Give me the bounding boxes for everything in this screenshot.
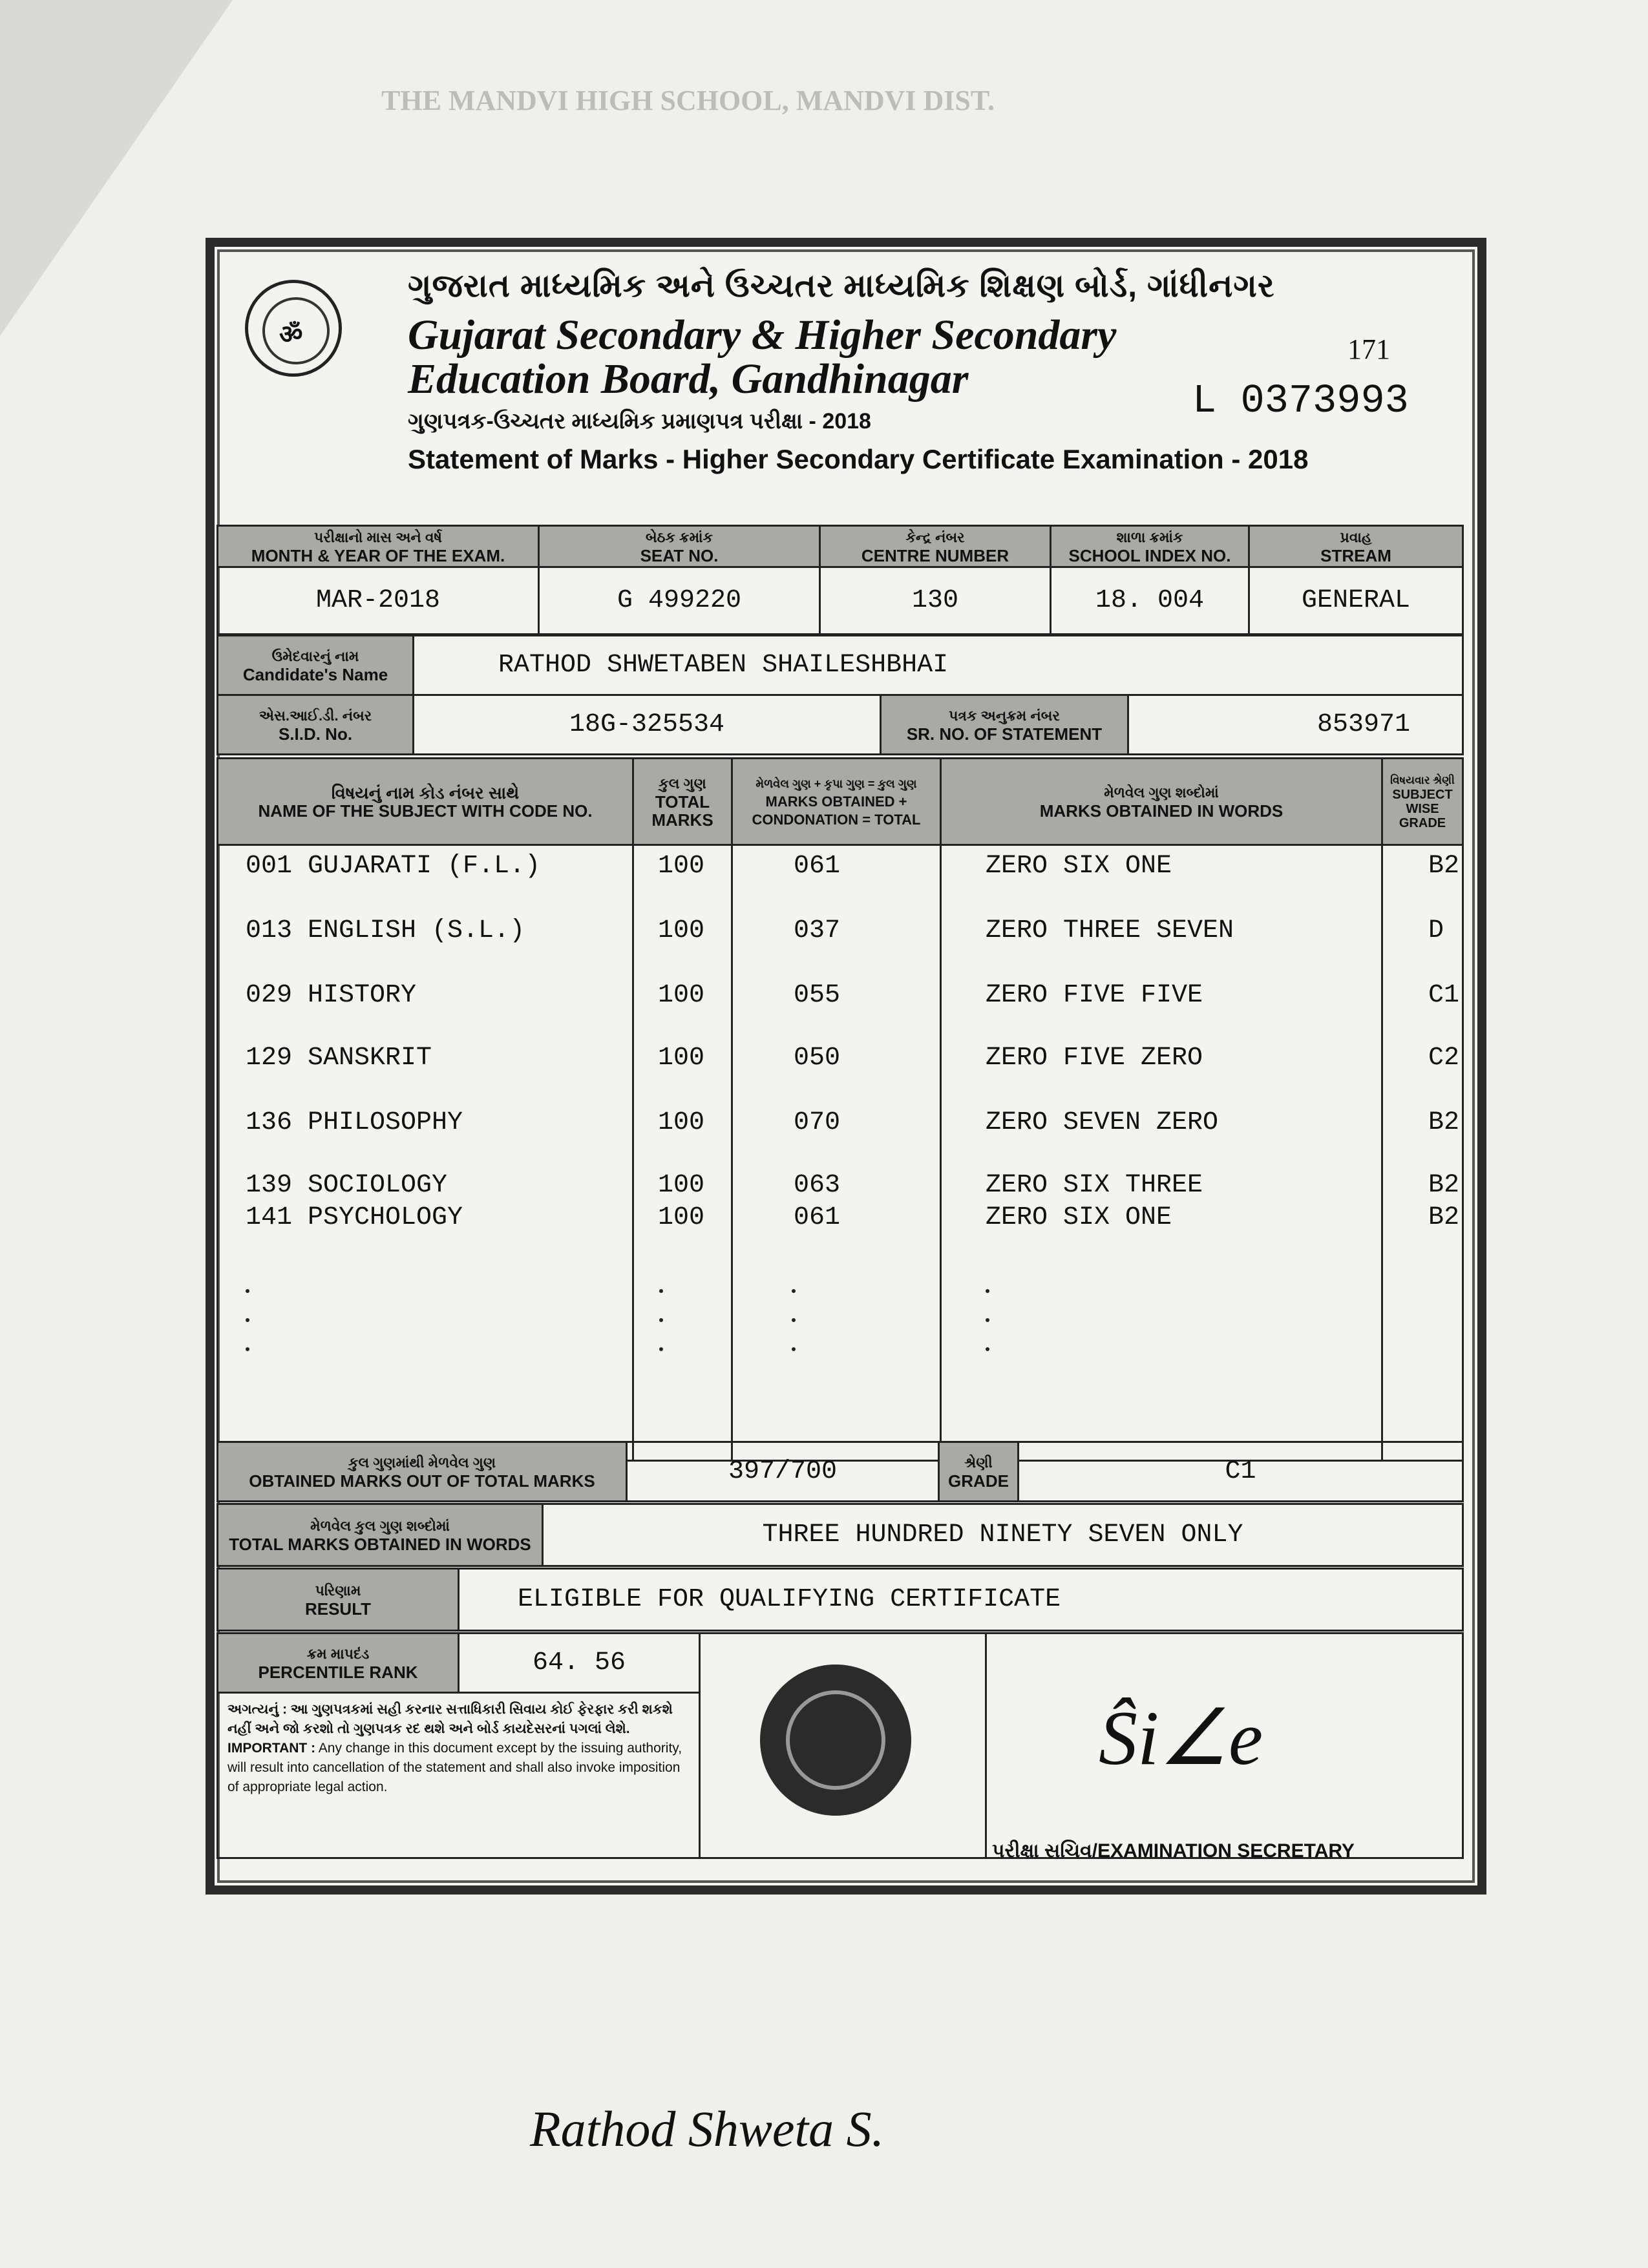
subject-total-marks: 100 <box>658 981 705 1010</box>
srno-label-gj: પત્રક અનુક્રમ નંબર <box>949 707 1060 724</box>
marksheet-header <box>223 255 1464 520</box>
result-label-gj: પરિણામ <box>315 1582 361 1599</box>
subject-marks-in-words: ZERO FIVE FIVE <box>986 981 1203 1010</box>
school-label <box>1051 526 1249 567</box>
subject-total-marks: 100 <box>658 916 705 945</box>
total-words-value: THREE HUNDRED NINETY SEVEN ONLY <box>543 1504 1463 1566</box>
col-total-gj: કુલ ગુણ <box>659 775 706 792</box>
col-grade-gj: વિષયવાર શ્રેણી <box>1390 773 1455 786</box>
serial-prefix: L <box>1192 378 1217 424</box>
school-value: 18. 004 <box>1051 567 1249 635</box>
stream-label-en: STREAM <box>1320 545 1391 565</box>
filler-dot <box>659 1318 663 1322</box>
grade-value: C1 <box>1019 1442 1463 1502</box>
candidate-name-label-gj: ઉમેદવારનું નામ <box>271 647 359 664</box>
subject-grade: B2 <box>1428 1108 1460 1137</box>
total-words-label-gj: મેળવેલ કુલ ગુણ શબ્દોમાં <box>310 1517 450 1534</box>
board-title-gujarati: ગુજરાત માધ્યમિક અને ઉચ્ચતર માધ્યમિક શિક્ષણ બોર્ડ, ગાંધીનગર <box>408 268 1275 304</box>
obtained-total-label-en: OBTAINED MARKS OUT OF TOTAL MARKS <box>249 1471 595 1491</box>
seat-value: G 499220 <box>539 567 820 635</box>
sid-label-en: S.I.D. No. <box>278 724 353 744</box>
subject-name: 141 PSYCHOLOGY <box>246 1203 463 1232</box>
subject-name: 001 GUJARATI (F.L.) <box>246 852 541 881</box>
filler-dot <box>792 1347 796 1351</box>
candidate-name-value: RATHOD SHWETABEN SHAILESHBHAI <box>414 636 1463 695</box>
total-words-label <box>218 1504 543 1566</box>
percentile-label <box>218 1633 459 1693</box>
col-total-header <box>633 759 732 845</box>
col-grade-header <box>1382 759 1463 845</box>
sid-label-gj: એસ.આઈ.ડી. નંબર <box>259 707 372 724</box>
subject-name: 029 HISTORY <box>246 981 417 1010</box>
board-seal-icon <box>760 1664 911 1816</box>
secretary-label: પરીક્ષા સચિવ/EXAMINATION SECRETARY <box>992 1840 1355 1862</box>
subject-grade: B2 <box>1428 852 1460 881</box>
subject-name: 139 SOCIOLOGY <box>246 1171 448 1200</box>
srno-value: 853971 <box>1128 695 1463 755</box>
grade-label-en: GRADE <box>948 1471 1009 1491</box>
filler-dot <box>246 1318 249 1322</box>
important-gj-heading: અગત્યનું : <box>227 1702 287 1717</box>
filler-dot <box>986 1289 989 1293</box>
school-label-gj: શાળા ક્રમાંક <box>1116 529 1183 545</box>
exam-subtitle-english: Statement of Marks - Higher Secondary Certificate Examination - 2018 <box>408 444 1309 474</box>
handwritten-name: Rathod Shweta S. <box>530 2101 885 2157</box>
seat-label-gj: બેઠક ક્રમાંક <box>645 529 713 545</box>
obtained-total-label <box>218 1442 627 1502</box>
serial-number <box>1192 378 1409 424</box>
subject-total-marks: 100 <box>658 1171 705 1200</box>
stream-value: GENERAL <box>1249 567 1463 635</box>
school-label-en: SCHOOL INDEX NO. <box>1068 545 1231 565</box>
subject-name: 136 PHILOSOPHY <box>246 1108 463 1137</box>
subject-total-marks: 100 <box>658 852 705 881</box>
subject-total-marks: 100 <box>658 1044 705 1073</box>
board-title-line2: Education Board, Gandhinagar <box>408 355 969 403</box>
subject-total-marks: 100 <box>658 1203 705 1232</box>
month-label-gj: પરીક્ષાનો માસ અને વર્ષ <box>314 529 442 545</box>
subject-grade: B2 <box>1428 1171 1460 1200</box>
serial-digits: 0373993 <box>1240 378 1409 424</box>
seat-label-en: SEAT NO. <box>640 545 719 565</box>
total-words-label-en: TOTAL MARKS OBTAINED IN WORDS <box>229 1534 531 1554</box>
col-obtained-gj: મેળવેલ ગુણ + કૃપા ગુણ = કુલ ગુણ <box>755 777 917 790</box>
grade-label <box>939 1442 1019 1502</box>
result-label <box>218 1569 459 1631</box>
candidate-name-label-en: Candidate's Name <box>242 664 388 684</box>
subject-obtained-marks: 050 <box>794 1044 841 1073</box>
filler-dot <box>659 1289 663 1293</box>
exam-subtitle-gujarati: ગુણપત્રક-ઉચ્ચતર માધ્યમિક પ્રમાણપત્ર પરીક્ષા - 2018 <box>408 409 871 434</box>
obtained-total-label-gj: કુલ ગુણમાંથી મેળવેલ ગુણ <box>348 1454 496 1471</box>
col-total-en: TOTAL MARKS <box>651 792 713 830</box>
subject-obtained-marks: 061 <box>794 1203 841 1232</box>
grade-column <box>1382 845 1463 1461</box>
filler-dot <box>986 1347 989 1351</box>
centre-label-gj: કેન્દ્ર નંબર <box>905 529 965 545</box>
candidate-name-label <box>218 636 414 695</box>
subject-marks-in-words: ZERO SIX ONE <box>986 852 1172 881</box>
words-table <box>217 1503 1464 1567</box>
important-note <box>218 1693 700 1858</box>
totals-table <box>217 1441 1464 1502</box>
subject-obtained-marks: 070 <box>794 1108 841 1137</box>
result-table <box>217 1568 1464 1632</box>
obtained-total-value: 397/700 <box>627 1442 939 1502</box>
subject-marks-in-words: ZERO THREE SEVEN <box>986 916 1234 945</box>
filler-dot <box>659 1347 663 1351</box>
col-subject-gj: વિષયનું નામ કોડ નંબર સાથે <box>331 782 520 803</box>
stream-label-gj: પ્રવાહ <box>1340 529 1372 545</box>
subject-grade: C1 <box>1428 981 1460 1010</box>
percentile-label-en: PERCENTILE RANK <box>258 1662 418 1682</box>
seat-label <box>539 526 820 567</box>
subject-grade: B2 <box>1428 1203 1460 1232</box>
important-heading: IMPORTANT : <box>227 1741 316 1756</box>
subject-grade: C2 <box>1428 1044 1460 1073</box>
exam-info-table <box>217 525 1464 635</box>
centre-label-en: CENTRE NUMBER <box>861 545 1009 565</box>
subject-name: 129 SANSKRIT <box>246 1044 432 1073</box>
col-words-en: MARKS OBTAINED IN WORDS <box>1039 801 1284 821</box>
serial-handwritten-mark: 171 <box>1347 333 1390 365</box>
important-gj-text: આ ગુણપત્રકમાં સહી કરનાર સત્તાધિકારી સિવાય કોઈ ફેરફાર કરી શકશે નહીં અને જો કરશો તો ગુણપત્રક રદ થશે અને બોર્ડ કાયદેસરનાં પગલાં લેશે. <box>227 1702 673 1736</box>
srno-label <box>881 695 1128 755</box>
col-obtained-en: MARKS OBTAINED + CONDONATION = TOTAL <box>752 793 921 828</box>
percentile-value: 64. 56 <box>459 1633 700 1693</box>
col-subject-en: NAME OF THE SUBJECT WITH CODE NO. <box>258 801 593 821</box>
subject-marks-in-words: ZERO SIX ONE <box>986 1203 1172 1232</box>
grade-label-gj: શ્રેણી <box>964 1454 993 1471</box>
stream-label <box>1249 526 1463 567</box>
subject-grade: D <box>1428 916 1444 945</box>
subject-marks-in-words: ZERO SIX THREE <box>986 1171 1203 1200</box>
subject-total-marks: 100 <box>658 1108 705 1137</box>
col-words-header <box>941 759 1382 845</box>
board-title-line1: Gujarat Secondary & Higher Secondary <box>408 311 1117 359</box>
month-value: MAR-2018 <box>218 567 539 635</box>
col-subject-header <box>218 759 633 845</box>
filler-dot <box>792 1289 796 1293</box>
subject-name: 013 ENGLISH (S.L.) <box>246 916 525 945</box>
bleed-through-text: THE MANDVI HIGH SCHOOL, MANDVI DIST. <box>381 85 995 116</box>
subject-obtained-marks: 063 <box>794 1171 841 1200</box>
col-obtained-header <box>732 759 941 845</box>
filler-dot <box>792 1318 796 1322</box>
filler-dot <box>246 1347 249 1351</box>
folded-corner <box>0 0 233 336</box>
centre-value: 130 <box>820 567 1051 635</box>
srno-label-en: SR. NO. OF STATEMENT <box>906 724 1103 744</box>
col-grade-en: SUBJECT WISE GRADE <box>1392 787 1453 830</box>
subject-marks-in-words: ZERO FIVE ZERO <box>986 1044 1203 1073</box>
result-value: ELIGIBLE FOR QUALIFYING CERTIFICATE <box>459 1569 1463 1631</box>
col-words-gj: મેળવેલ ગુણ શબ્દોમાં <box>1104 784 1219 801</box>
secretary-signature-icon: Ŝi∠e <box>1099 1695 1263 1781</box>
important-text: Any change in this document except by the issuing authority, will result into cancellation of the statement and shall also invoke imposition of appropriate legal action. <box>227 1741 682 1794</box>
month-label <box>218 526 539 567</box>
percentile-label-gj: ક્રમ માપદંડ <box>306 1645 370 1662</box>
result-label-en: RESULT <box>304 1599 372 1619</box>
board-title-english <box>408 313 1116 401</box>
sid-value: 18G-325534 <box>414 695 881 755</box>
filler-dot <box>246 1289 249 1293</box>
board-logo-icon: ॐ <box>245 280 342 377</box>
sid-label <box>218 695 414 755</box>
month-label-en: MONTH & YEAR OF THE EXAM. <box>251 545 505 565</box>
subject-obtained-marks: 037 <box>794 916 841 945</box>
subject-marks-in-words: ZERO SEVEN ZERO <box>986 1108 1219 1137</box>
subject-obtained-marks: 055 <box>794 981 841 1010</box>
filler-dot <box>986 1318 989 1322</box>
centre-label <box>820 526 1051 567</box>
subject-obtained-marks: 061 <box>794 852 841 881</box>
candidate-table <box>217 635 1464 755</box>
